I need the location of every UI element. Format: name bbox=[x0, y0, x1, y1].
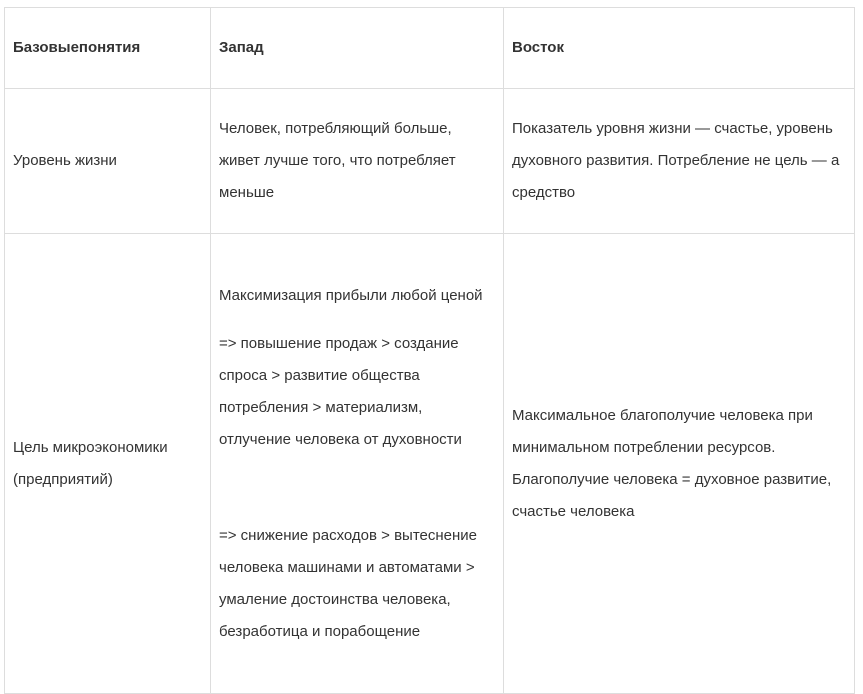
header-west: Запад bbox=[211, 8, 504, 89]
cell-east: Максимальное благополучие человека при минимальном потреблении ресурсов. Благополучие человека = духовное развитие, счастье человека bbox=[504, 234, 855, 694]
cell-concept: Цель микроэкономики (предприятий) bbox=[5, 234, 211, 694]
west-paragraph: => повышение продаж > создание спроса > развитие общества потребления > материализм, отлучение человека от духовности bbox=[219, 334, 462, 448]
table-row bbox=[5, 89, 855, 234]
cell-concept: Уровень жизни bbox=[5, 89, 211, 234]
west-paragraph: => снижение расходов > вытеснение человека машинами и автоматами > умаление достоинства человека, безработица и порабощение bbox=[219, 526, 478, 640]
comparison-table bbox=[4, 7, 855, 694]
cell-west bbox=[211, 234, 504, 694]
cell-east: Показатель уровня жизни — счастье, уровень духовного развития. Потребление не цель — а средство bbox=[504, 89, 855, 234]
west-paragraph: Максимизация прибыли любой ценой bbox=[219, 286, 483, 304]
header-east: Восток bbox=[504, 8, 855, 89]
table-header-row bbox=[5, 8, 855, 89]
cell-west: Человек, потребляющий больше, живет лучше того, что потребляет меньше bbox=[211, 89, 504, 234]
header-concepts: Базовыепонятия bbox=[5, 8, 211, 89]
table-row bbox=[5, 234, 855, 694]
